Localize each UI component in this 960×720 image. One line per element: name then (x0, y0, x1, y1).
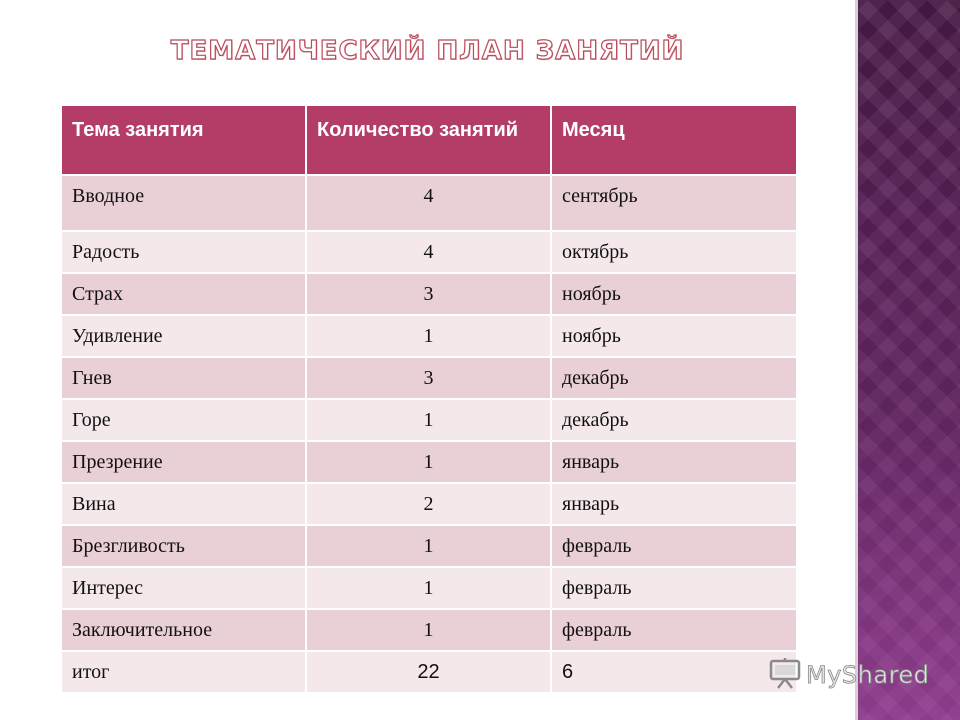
table-row (61, 231, 797, 273)
cell-topic: Вводное (61, 175, 306, 231)
cell-count: 1 (306, 441, 551, 483)
slide-title: ТЕМАТИЧЕСКИЙ ПЛАН ЗАНЯТИЙ (170, 36, 685, 66)
cell-month: ноябрь (551, 273, 797, 315)
column-header-topic: Тема занятия (61, 105, 306, 175)
cell-topic: Удивление (61, 315, 306, 357)
cell-topic: Заключительное (61, 609, 306, 651)
cell-topic: Радость (61, 231, 306, 273)
cell-topic: Интерес (61, 567, 306, 609)
cell-count: 1 (306, 315, 551, 357)
cell-total-count: 22 (306, 651, 551, 693)
cell-month: февраль (551, 609, 797, 651)
cell-count: 3 (306, 273, 551, 315)
cell-topic: Брезгливость (61, 525, 306, 567)
cell-month: февраль (551, 525, 797, 567)
table-row (61, 175, 797, 231)
cell-count: 1 (306, 399, 551, 441)
table-row (61, 273, 797, 315)
cell-month: декабрь (551, 357, 797, 399)
table-row (61, 609, 797, 651)
cell-count: 1 (306, 609, 551, 651)
table-header-row (61, 105, 797, 175)
cell-topic: Презрение (61, 441, 306, 483)
cell-count: 4 (306, 231, 551, 273)
table-row (61, 357, 797, 399)
table-row (61, 525, 797, 567)
table-row (61, 441, 797, 483)
table-row (61, 399, 797, 441)
cell-month: октябрь (551, 231, 797, 273)
cell-month: январь (551, 483, 797, 525)
cell-count: 4 (306, 175, 551, 231)
cell-month: сентябрь (551, 175, 797, 231)
decorative-side-panel (855, 0, 960, 720)
cell-count: 2 (306, 483, 551, 525)
table-row (61, 567, 797, 609)
cell-topic: Страх (61, 273, 306, 315)
cell-count: 1 (306, 525, 551, 567)
column-header-count: Количество занятий (306, 105, 551, 175)
watermark (768, 655, 929, 695)
table-row (61, 483, 797, 525)
cell-month: январь (551, 441, 797, 483)
table-total-row (61, 651, 797, 693)
cell-month: декабрь (551, 399, 797, 441)
cell-topic: Вина (61, 483, 306, 525)
cell-month: февраль (551, 567, 797, 609)
cell-topic: Горе (61, 399, 306, 441)
cell-month: ноябрь (551, 315, 797, 357)
presentation-board-icon (768, 656, 802, 695)
cell-topic: Гнев (61, 357, 306, 399)
table-row (61, 315, 797, 357)
cell-count: 1 (306, 567, 551, 609)
cell-total-months: 6 (551, 651, 797, 693)
lesson-plan-table (60, 104, 798, 694)
watermark-text: MyShared (806, 661, 930, 689)
side-panel-edge (855, 0, 858, 720)
cell-count: 3 (306, 357, 551, 399)
cell-total-label: итог (61, 651, 306, 693)
column-header-month: Месяц (551, 105, 797, 175)
